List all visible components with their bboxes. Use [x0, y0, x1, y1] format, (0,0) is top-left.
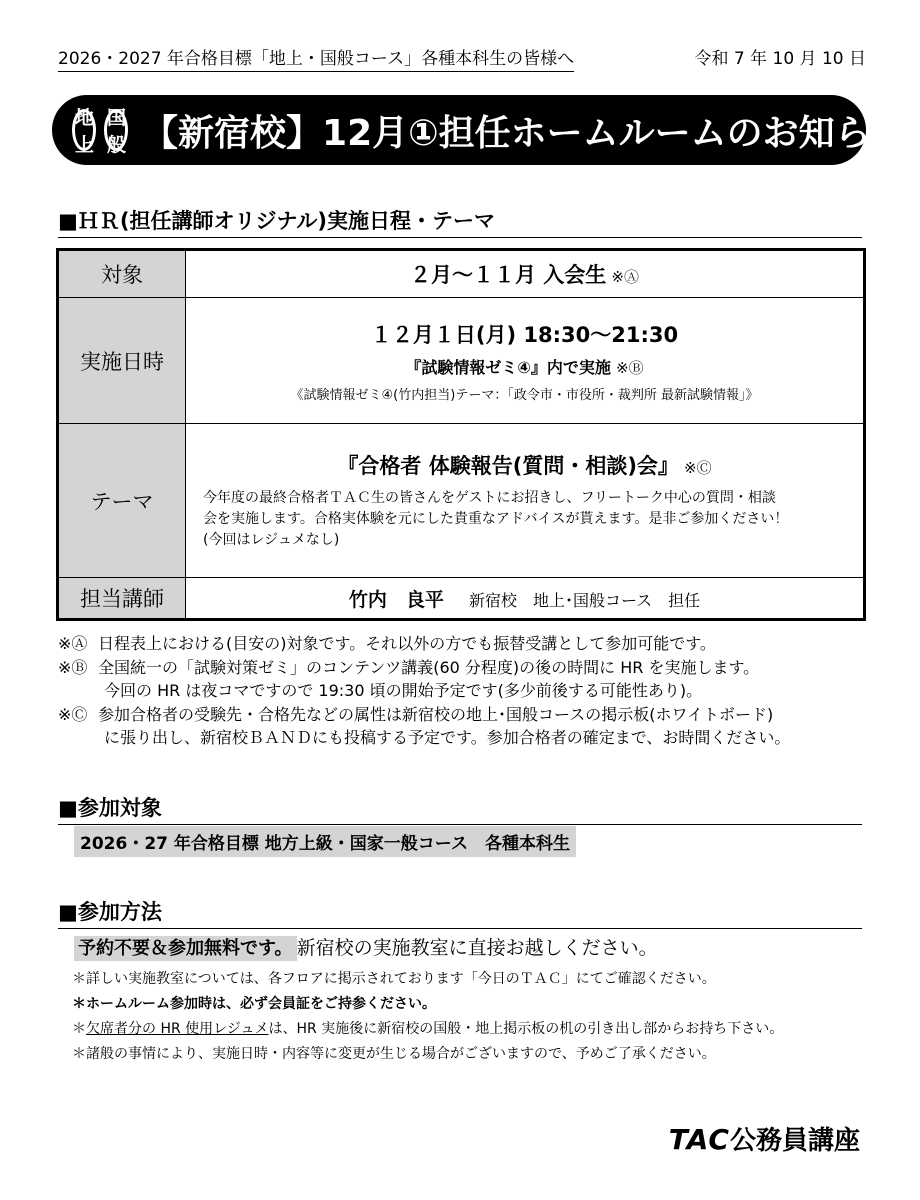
theme-desc-1: 今年度の最終合格者ＴＡＣ生の皆さんをゲストにお招きし、フリートーク中心の質問・相談: [203, 490, 776, 506]
row-instructor: [58, 578, 865, 620]
theme-desc-3: (今回はレジュメなし): [203, 532, 340, 548]
note-b: [58, 656, 870, 680]
method-note-4: ＊諸般の事情により、実施日時・内容等に変更が生じる場合がございますので、予めご了承ください。: [72, 1046, 716, 1062]
datetime-mark: ※Ⓑ: [616, 358, 644, 377]
target-value: ２月～１１月 入会生: [410, 263, 607, 287]
section-heading-schedule: ■ＨＲ(担任講師オリジナル)実施日程・テーマ: [58, 205, 862, 238]
note-text: 日程表上における(目安の)対象です。それ以外の方でも振替受講として参加可能です。: [98, 634, 716, 653]
note-key: ※Ⓒ: [58, 704, 88, 724]
note-key: ※Ⓑ: [58, 657, 88, 677]
seminar-theme: 《試験情報ゼミ④(竹内担当)テーマ：「政令市・市役所・裁判所 最新試験情報」》: [290, 387, 759, 403]
datetime-main: １２月１日(月) 18:30～21:30: [370, 322, 679, 347]
brand-tac: TAC: [668, 1123, 730, 1156]
method-note-2: ＊ホームルーム参加時は、必ず会員証をご持参ください。: [72, 996, 436, 1012]
note-text: 参加合格者の受験先・合格先などの属性は新宿校の地上･国般コースの掲示板(ホワイトボード): [98, 704, 774, 724]
notes: [58, 632, 870, 750]
brand-logo: [669, 1120, 860, 1157]
note-text: 全国統一の「試験対策ゼミ」のコンテンツ講義(60 分程度)の後の時間に HR を実施します。: [98, 657, 760, 677]
brand-name: 公務員講座: [729, 1126, 860, 1156]
absentee-resume: 欠席者分の HR 使用レジュメ: [86, 1021, 269, 1037]
label-instructor: 担当講師: [58, 578, 186, 620]
theme-desc-2: 会を実施します。合格実体験を元にした貴重なアドバイスが貰えます。是非ご参加ください！: [203, 511, 789, 527]
target-mark: ※Ⓐ: [611, 268, 639, 286]
instructor-name: 竹内 良平: [348, 588, 444, 611]
note-c-cont: に張り出し、新宿校ＢＡＮＤにも投稿する予定です。参加合格者の確定まで、お時間ください。: [104, 728, 791, 747]
method-line: [74, 933, 658, 960]
label-datetime: 実施日時: [58, 298, 186, 424]
instructor-detail: 新宿校 地上･国般コース 担任: [468, 590, 701, 610]
audience-value: 2026・27 年合格目標 地方上級・国家一般コース 各種本科生: [74, 826, 576, 857]
note-a: [58, 632, 870, 656]
page-title: 【新宿校】12月①担任ホームルームのお知らせ: [142, 112, 906, 154]
schedule-table: [56, 248, 866, 621]
badge-kokuhan: 国般: [104, 109, 128, 151]
label-theme: テーマ: [58, 424, 186, 578]
title-banner: [52, 95, 906, 165]
note-key: ※Ⓐ: [58, 634, 88, 653]
section-heading-method: ■参加方法: [58, 896, 862, 929]
header: [58, 44, 866, 70]
note-b-cont: 今回の HR は夜コマですので 19:30 頃の開始予定です(多少前後する可能性あり)。: [104, 681, 703, 700]
label-target: 対象: [58, 250, 186, 298]
row-target: [58, 250, 865, 298]
note-c: [58, 703, 870, 727]
theme-title: 『合格者 体験報告(質問・相談)会』: [337, 454, 679, 478]
row-datetime: [58, 298, 865, 424]
method-rest: 新宿校の実施教室に直接お越しください。: [296, 937, 658, 959]
issue-date: 令和 7 年 10 月 10 日: [694, 49, 866, 69]
theme-mark: ※Ⓒ: [684, 459, 712, 477]
datetime-seminar: 『試験情報ゼミ④』内で実施: [405, 357, 611, 377]
audience-text: 2026・2027 年合格目標「地上・国般コース」各種本科生の皆様へ: [58, 44, 574, 72]
row-theme: [58, 424, 865, 578]
badge-chijo: 地上: [72, 109, 96, 151]
method-notes: [72, 967, 872, 1067]
method-highlight: 予約不要＆参加無料です。: [74, 936, 297, 961]
section-heading-audience: ■参加対象: [58, 792, 862, 825]
method-note-1: ＊詳しい実施教室については、各フロアに掲示されております「今日のＴＡＣ」にてご確認ください。: [72, 971, 716, 987]
method-note-3: ＊欠席者分の HR 使用レジュメは、HR 実施後に新宿校の国般・地上掲示板の机の引き出し部からお持ち下さい。: [72, 1021, 784, 1037]
